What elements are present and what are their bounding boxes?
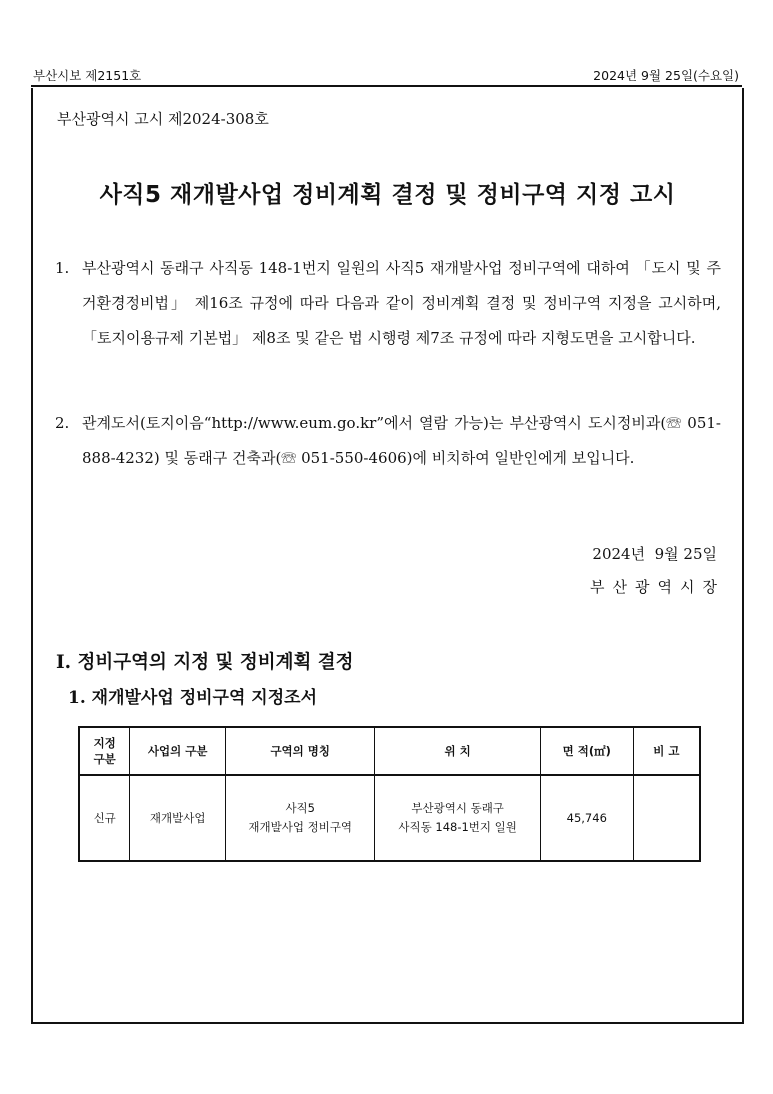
- column-header: 구역의 명칭: [226, 727, 375, 775]
- header-rule: [31, 85, 742, 87]
- notice-number: 부산광역시 고시 제2024-308호: [57, 110, 269, 128]
- notice-frame: [31, 88, 744, 1024]
- paragraph-number: 1.: [55, 259, 70, 277]
- column-header: 면 적(㎡): [540, 727, 633, 775]
- signature-issuer: 부산광역시장: [590, 578, 725, 596]
- publication-name: 부산시보 제2151호: [33, 68, 142, 83]
- paragraph-2: [55, 406, 721, 476]
- table-cell: 부산광역시 동래구 사직동 148-1번지 일원: [375, 775, 540, 861]
- issue-date: 2024년 9월 25일(수요일): [593, 68, 739, 83]
- designation-table: [78, 726, 701, 862]
- column-header: 비 고: [633, 727, 700, 775]
- page-title: 사직5 재개발사업 정비계획 결정 및 정비구역 지정 고시: [99, 182, 676, 208]
- paragraph-number: 2.: [55, 414, 70, 432]
- section-heading: I. 정비구역의 지정 및 정비계획 결정: [56, 652, 354, 673]
- paragraph-1: [55, 251, 721, 356]
- column-header: 위 치: [375, 727, 540, 775]
- signature-date: 2024년 9월 25일: [592, 545, 717, 563]
- table-row: [79, 775, 700, 861]
- table-cell: [633, 775, 700, 861]
- section-subheading: 1. 재개발사업 정비구역 지정조서: [68, 688, 317, 708]
- paragraph-text: 관계도서(토지이음“http://www.eum.go.kr”에서 열람 가능)는 부산광역시 도시정비과(☏ 051-888-4232) 및 동래구 건축과(☏ 051-550-4606)에 비치하여 일반인에게 보입니다.: [82, 414, 721, 467]
- table-cell: 사직5 재개발사업 정비구역: [226, 775, 375, 861]
- column-header: 사업의 구분: [130, 727, 226, 775]
- signature-block: [590, 538, 725, 604]
- paragraph-text: 부산광역시 동래구 사직동 148-1번지 일원의 사직5 재개발사업 정비구역에 대하여 「도시 및 주거환경정비법」 제16조 규정에 따라 다음과 같이 정비계획 결정 및 정비구역 지정을 고시하며, 「토지이용규제 기본법」 제8조 및 같은 법 시행령 제7조 규정에 따라 지형도면을 고시합니다.: [82, 259, 721, 347]
- table-cell: 신규: [79, 775, 130, 861]
- table-cell: 재개발사업: [130, 775, 226, 861]
- table-cell: 45,746: [540, 775, 633, 861]
- column-header: 지정 구분: [79, 727, 130, 775]
